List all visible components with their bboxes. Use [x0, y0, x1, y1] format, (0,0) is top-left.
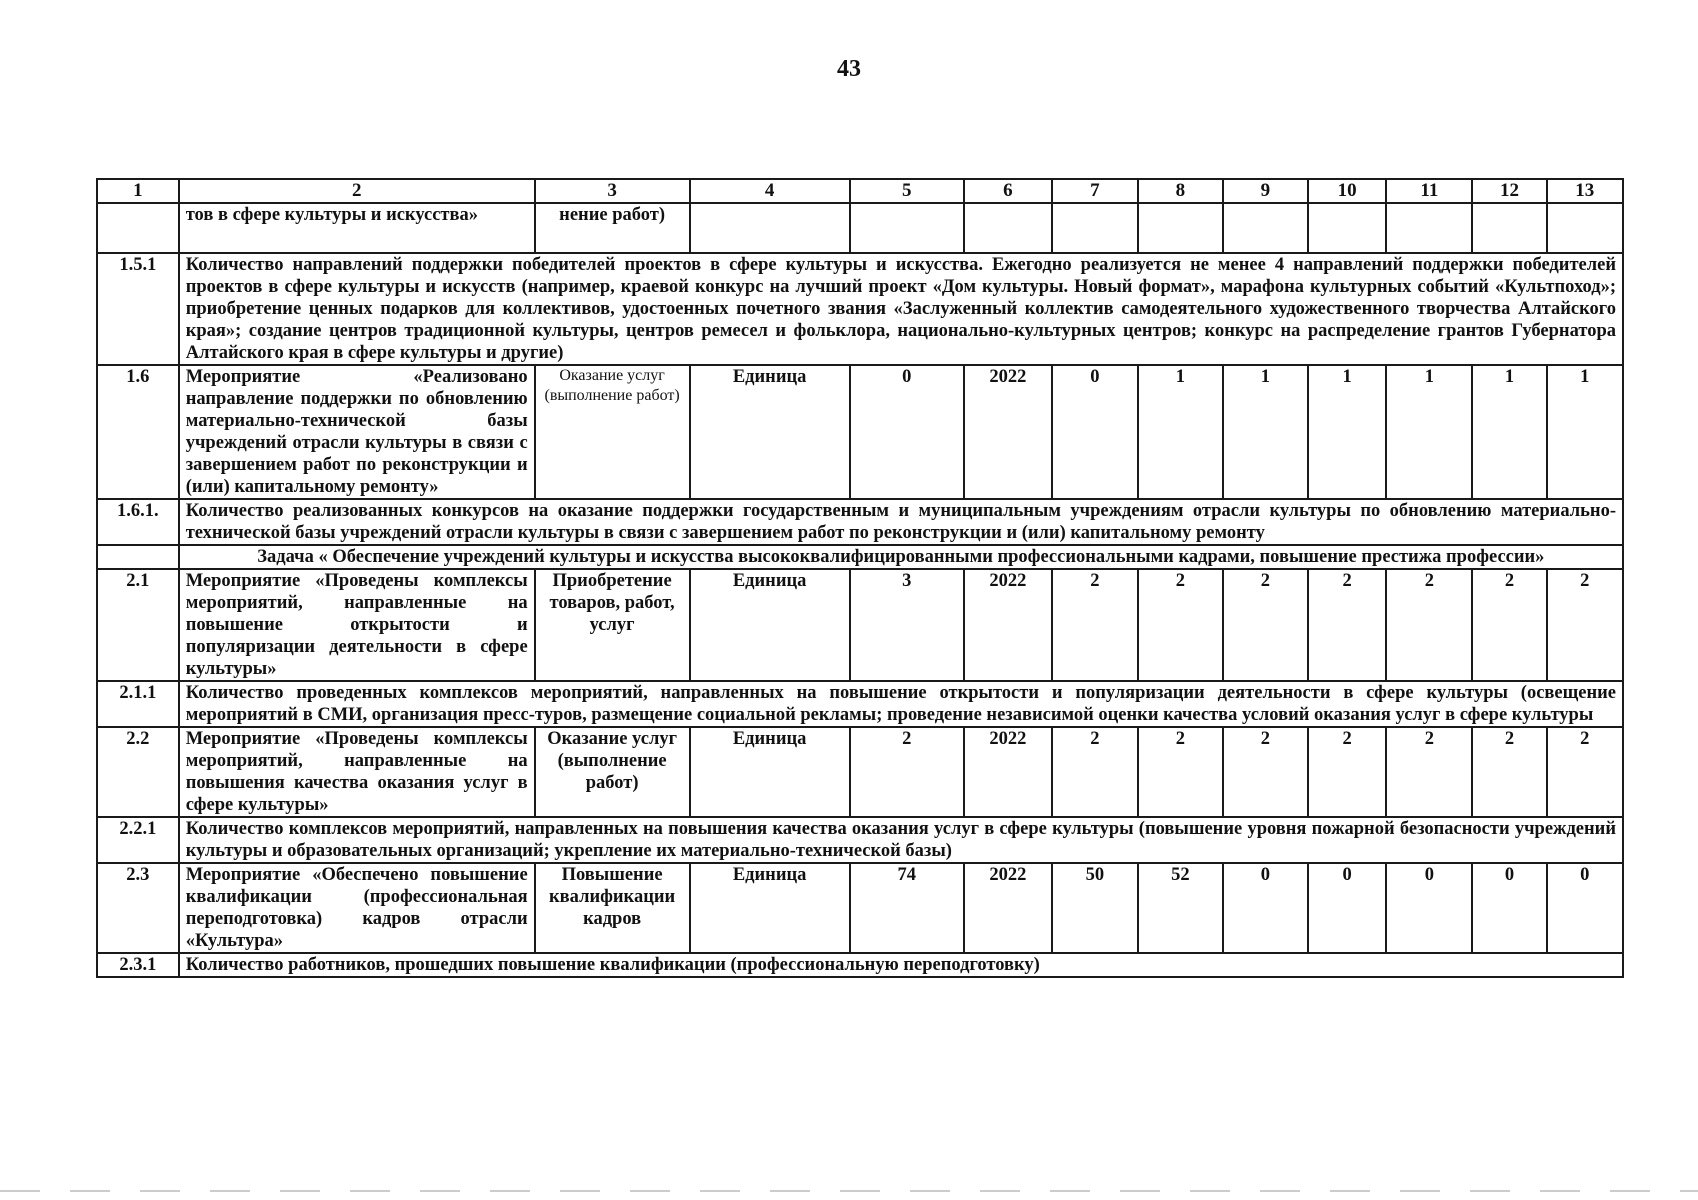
value-cell: 2	[1138, 727, 1223, 817]
table-row	[97, 863, 1623, 953]
value-cell: 2	[1547, 727, 1623, 817]
header-cell: 4	[690, 179, 850, 203]
measure-unit	[690, 203, 850, 253]
header-cell: 7	[1052, 179, 1138, 203]
task-row	[97, 545, 1623, 569]
header-cell: 9	[1223, 179, 1308, 203]
table-row	[97, 681, 1623, 727]
task-row-blank	[97, 545, 179, 569]
table-row	[97, 727, 1623, 817]
header-cell: 6	[964, 179, 1052, 203]
table-row	[97, 953, 1623, 977]
value-cell: 0	[850, 365, 964, 499]
value-cell: 52	[1138, 863, 1223, 953]
indicator-description: Количество реализованных конкурсов на оказание поддержки государственным и муниципальным учреждениям отрасли культуры по обновлению материально-технической базы учреждений отрасли культуры в связи с завершением работ по реконструкции и (или) капитальному ремонту	[179, 499, 1623, 545]
value-cell: 0	[1052, 365, 1138, 499]
value-cell: 2022	[964, 569, 1052, 681]
value-cell: 2	[1308, 727, 1387, 817]
row-id: 1.5.1	[97, 253, 179, 365]
measure-kind: Повышение квалификации кадров	[535, 863, 690, 953]
indicators-table	[96, 178, 1624, 978]
value-cell: 2	[1223, 727, 1308, 817]
measure-kind: Оказание услуг (выполнение работ)	[535, 727, 690, 817]
page-number: 43	[837, 56, 861, 82]
value-cell: 2	[1472, 727, 1546, 817]
value-cell: 1	[1308, 365, 1387, 499]
value-cell	[1138, 203, 1223, 253]
measure-name: Мероприятие «Проведены комплексы мероприятий, направленные на повышения качества оказания услуг в сфере культуры»	[179, 727, 535, 817]
indicator-description: Количество проведенных комплексов мероприятий, направленных на повышение открытости и популяризации деятельности в сфере культуры (освещение мероприятий в СМИ, организация пресс-туров, размещение социальной рекламы; проведение независимой оценки качества условий оказания услуг в сфере культуры	[179, 681, 1623, 727]
table-row	[97, 569, 1623, 681]
row-id: 1.6.1.	[97, 499, 179, 545]
row-id: 2.3.1	[97, 953, 179, 977]
table-row	[97, 203, 1623, 253]
value-cell: 2022	[964, 727, 1052, 817]
table-row	[97, 817, 1623, 863]
value-cell	[1223, 203, 1308, 253]
row-id	[97, 203, 179, 253]
value-cell	[1472, 203, 1546, 253]
value-cell: 2	[850, 727, 964, 817]
value-cell: 50	[1052, 863, 1138, 953]
value-cell: 2	[1386, 727, 1472, 817]
value-cell: 0	[1547, 863, 1623, 953]
value-cell: 1	[1386, 365, 1472, 499]
header-cell: 11	[1386, 179, 1472, 203]
row-id: 2.1.1	[97, 681, 179, 727]
table-row	[97, 365, 1623, 499]
value-cell: 2	[1138, 569, 1223, 681]
measure-unit: Единица	[690, 727, 850, 817]
measure-unit: Единица	[690, 863, 850, 953]
measure-name: Мероприятие «Реализовано направление поддержки по обновлению материально-технической базы учреждений отрасли культуры в связи с завершением работ по реконструкции и (или) капитальному ремонту»	[179, 365, 535, 499]
value-cell: 2022	[964, 863, 1052, 953]
value-cell: 2	[1052, 727, 1138, 817]
header-cell: 10	[1308, 179, 1387, 203]
value-cell	[1386, 203, 1472, 253]
value-cell: 1	[1472, 365, 1546, 499]
header-cell: 1	[97, 179, 179, 203]
measure-name: тов в сфере культуры и искусства»	[179, 203, 535, 253]
value-cell: 0	[1386, 863, 1472, 953]
header-cell: 12	[1472, 179, 1546, 203]
value-cell: 1	[1138, 365, 1223, 499]
value-cell: 2	[1547, 569, 1623, 681]
scan-artifact-line	[0, 1190, 1698, 1192]
value-cell	[1052, 203, 1138, 253]
value-cell: 1	[1547, 365, 1623, 499]
table-row	[97, 253, 1623, 365]
value-cell: 0	[1308, 863, 1387, 953]
header-cell: 2	[179, 179, 535, 203]
measure-kind: Приобретение товаров, работ, услуг	[535, 569, 690, 681]
header-cell: 3	[535, 179, 690, 203]
value-cell: 0	[1472, 863, 1546, 953]
measure-name: Мероприятие «Обеспечено повышение квалификации (профессиональная переподготовка) кадров отрасли «Культура»	[179, 863, 535, 953]
row-id: 2.2.1	[97, 817, 179, 863]
measure-unit: Единица	[690, 365, 850, 499]
value-cell: 0	[1223, 863, 1308, 953]
value-cell: 3	[850, 569, 964, 681]
task-title: Задача « Обеспечение учреждений культуры и искусства высококвалифицированными профессиональными кадрами, повышение престижа профессии»	[179, 545, 1623, 569]
measure-name: Мероприятие «Проведены комплексы мероприятий, направленные на повышение открытости и популяризации деятельности в сфере культуры»	[179, 569, 535, 681]
value-cell	[1547, 203, 1623, 253]
value-cell: 2	[1308, 569, 1387, 681]
value-cell: 2022	[964, 365, 1052, 499]
value-cell: 2	[1472, 569, 1546, 681]
value-cell: 74	[850, 863, 964, 953]
indicator-description: Количество работников, прошедших повышение квалификации (профессиональную переподготовку)	[179, 953, 1623, 977]
value-cell: 2	[1052, 569, 1138, 681]
row-id: 2.2	[97, 727, 179, 817]
measure-unit: Единица	[690, 569, 850, 681]
header-cell: 13	[1547, 179, 1623, 203]
indicator-description: Количество направлений поддержки победителей проектов в сфере культуры и искусства. Ежегодно реализуется не менее 4 направлений поддержки победителей проектов в сфере культуры и искусств (например, краевой конкурс на лучший проект «Дом культуры. Новый формат», марафона культурных событий «Культпоход»; приобретение ценных подарков для коллективов, удостоенных почетного звания «Заслуженный коллектив самодеятельного художественного творчества Алтайского края»; создание центров традиционной культуры, центров ремесел и фольклора, национально-культурных центров; конкурс на распределение грантов Губернатора Алтайского края в сфере культуры и другие)	[179, 253, 1623, 365]
indicator-description: Количество комплексов мероприятий, направленных на повышения качества оказания услуг в сфере культуры (повышение уровня пожарной безопасности учреждений культуры и образовательных организаций; укрепление их материально-технической базы)	[179, 817, 1623, 863]
measure-kind: нение работ)	[535, 203, 690, 253]
row-id: 2.1	[97, 569, 179, 681]
value-cell: 2	[1223, 569, 1308, 681]
table-row	[97, 499, 1623, 545]
measure-kind: Оказание услуг (выполнение работ)	[535, 365, 690, 499]
header-row	[97, 179, 1623, 203]
value-cell	[964, 203, 1052, 253]
header-cell: 8	[1138, 179, 1223, 203]
row-id: 1.6	[97, 365, 179, 499]
row-id: 2.3	[97, 863, 179, 953]
value-cell	[850, 203, 964, 253]
value-cell	[1308, 203, 1387, 253]
value-cell: 1	[1223, 365, 1308, 499]
value-cell: 2	[1386, 569, 1472, 681]
header-cell: 5	[850, 179, 964, 203]
